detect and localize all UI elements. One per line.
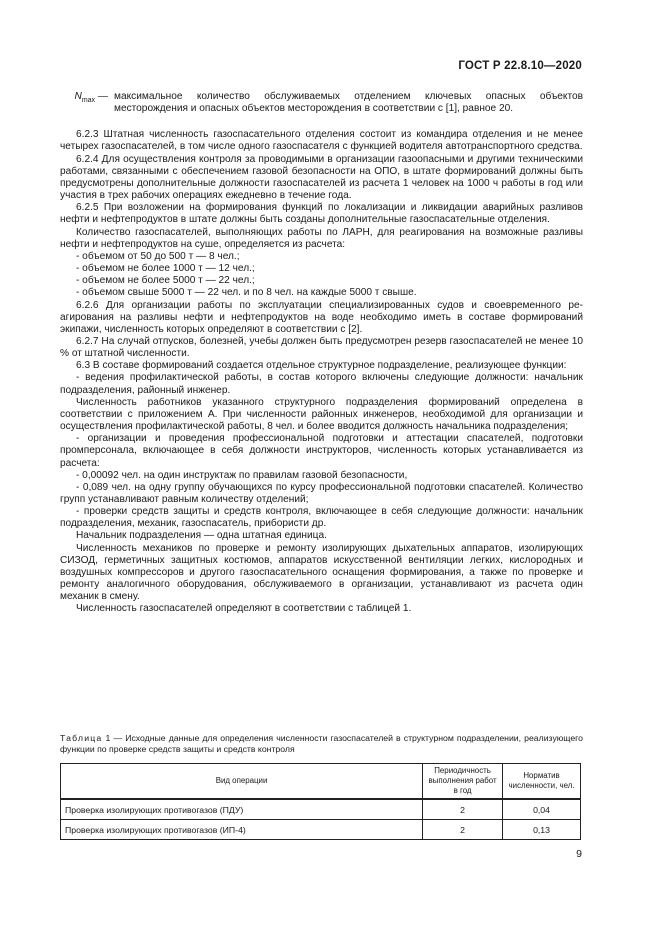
- table-cell: 2: [423, 799, 503, 820]
- data-table: [60, 763, 581, 840]
- standard-header: ГОСТ Р 22.8.10—2020: [458, 60, 582, 72]
- list-item: - объемом не более 5000 т — 22 чел.;: [76, 275, 255, 287]
- table-cell: 2: [423, 820, 503, 840]
- paragraph-table-ref: Численность газоспасателей определяют в соответствии с таблицей 1.: [76, 603, 412, 615]
- paragraph-6-2-3: 6.2.3 Штатная численность газоспасательного отделения состоит из командира отделения и не менее четырех газоспасателей, в том числе одного газоспасателя с функцией водителя автотранспортного средства.: [60, 129, 583, 153]
- table-cell: Проверка изолирующих противогазов (ПДУ): [61, 799, 423, 820]
- table-row: [61, 820, 581, 840]
- column-header-operation: Вид операции: [61, 764, 423, 800]
- table-cell: Проверка изолирующих противогазов (ИП-4): [61, 820, 423, 840]
- list-item: - объемом свыше 5000 т — 22 чел. и по 8 чел. на каждые 5000 т свыше.: [76, 287, 417, 299]
- paragraph-6-2-7: 6.2.7 На случай отпусков, болезней, учебы должен быть предусмотрен резерв газоспасателей не менее 10 % от штатной численности.: [60, 335, 583, 360]
- paragraph-staff-count: Численность работников указанного структурного подразделения формирований определена в соответствии с приложением А. При численности районных инженеров, необходимой для организации и осуществления профилактической работы, 8 чел. и более вводится должность начальника подразделения;: [60, 396, 583, 433]
- table-cell: 0,13: [503, 820, 581, 840]
- list-item: - ведения профилактической работы, в состав которого включены следующие должности: начальник подразделения, районный инженер.: [60, 372, 583, 396]
- column-header-norm: Норматив численности, чел.: [503, 764, 581, 800]
- nmax-text: максимальное количество обслуживаемых отделением ключевых опасных объектов месторождения и опасных объектов месторождения в соответствии с [1], равное 20.: [114, 91, 583, 115]
- paragraph-head-unit: Начальник подразделения — одна штатная единица.: [76, 530, 327, 542]
- paragraph-6-2-6: 6.2.6 Для организации работы по эксплуатации специализированных судов и своевременного реагирования на разливы нефти и нефтепродуктов на воде необходимо иметь в составе формирований экипажи, численность которых определяют в соответствии с [2].: [60, 299, 583, 335]
- nmax-dash: —: [95, 91, 108, 102]
- paragraph-mechanics: Численность механиков по проверке и ремонту изолирующих дыхательных аппаратов, изолирующих СИЗОД, герметичных защитных костюмов, аппаратов искусственной вентиляции легких, кислородных и воздушных компрессоров и другого газоспасательного оснащения формирования, а также по проверке и ремонту аналогичного оборудования, обслуживаемого в организации, устанавливают из расчета один механик в смену.: [60, 542, 583, 603]
- list-item: - объемом от 50 до 500 т — 8 чел.;: [76, 250, 240, 262]
- list-item: - организации и проведения профессиональной подготовки и аттестации спасателей, подготовки промперсонала, включающее в себя должности инструкторов, численность которых устанавливается из расчета:: [60, 433, 583, 469]
- paragraph-6-3: 6.3 В составе формирований создается отдельное структурное подразделение, реализующее функции:: [76, 360, 567, 372]
- paragraph-larn-count: Количество газоспасателей, выполняющих работы по ЛАРН, для реагирования на возможные разливы нефти и нефтепродуктов на суше, определяется из расчета:: [60, 226, 583, 250]
- table-caption-label: Таблица: [60, 733, 103, 743]
- list-item: - 0,00092 чел. на один инструктаж по правилам газовой безопасности,: [76, 469, 408, 481]
- nmax-symbol: $N_{max}$ —: [74, 91, 108, 105]
- table-header-row: [61, 764, 581, 800]
- table-caption: [60, 733, 583, 754]
- list-item: - проверки средств защиты и средств контроля, включающее в себя следующие должности: начальник подразделения, механик, газоспасатель, прибористи др.: [60, 506, 583, 530]
- list-item: - 0,089 чел. на одну группу обучающихся по курсу профессиональной подготовки спасателей. Количество групп устанавливают равным количеству отделений;: [60, 481, 583, 505]
- body-text: [60, 91, 583, 616]
- table-cell: 0,04: [503, 799, 581, 820]
- table-row: [61, 799, 581, 820]
- paragraph-6-2-5: 6.2.5 При возложении на формирования функций по локализации и ликвидации аварийных разливов нефти и нефтепродуктов в штате должны быть созданы дополнительные газоспасательные отделения.: [60, 202, 583, 226]
- paragraph-6-2-4: 6.2.4 Для осуществления контроля за проводимыми в организации газоопасными и другими техническими работами, связанными с обеспечением газовой безопасности на ОПО, в штате формирований должны быть предусмотрены дополнительные должности газоспасателей из расчета 1 человек на 1000 ч работы в год или участия в трех рабочих операциях ежедневно в течение года.: [60, 153, 583, 202]
- nmax-subscript: max: [81, 97, 96, 105]
- list-item: - объемом не более 1000 т — 12 чел.;: [76, 263, 255, 275]
- column-header-periodicity: Периодичность выполнения работ в год: [423, 764, 503, 800]
- page-number: 9: [576, 848, 582, 860]
- table-caption-text: 1 — Исходные данные для определения численности газоспасателей в структурном подразделении, реализующего функции по проверке средств защиты и средств контроля: [60, 733, 583, 754]
- nmax-definition: [60, 91, 583, 115]
